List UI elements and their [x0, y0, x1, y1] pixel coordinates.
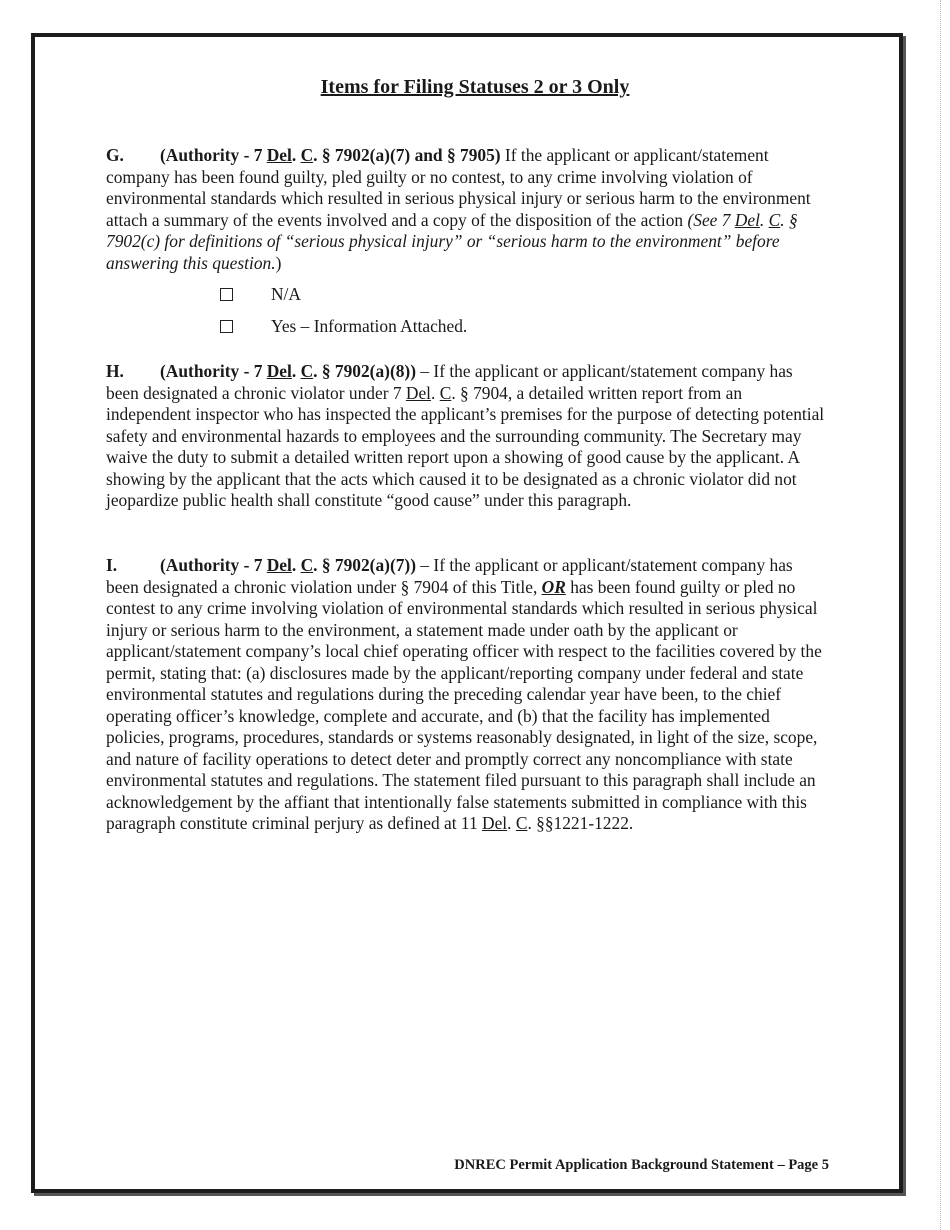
checkbox-yes[interactable]: [220, 320, 233, 333]
page-footer: DNREC Permit Application Background Statement – Page 5: [454, 1157, 829, 1173]
option-yes-label: Yes – Information Attached.: [271, 316, 468, 336]
section-g-note: (See 7 Del. C. § 7902(c) for definitions of “serious physical injury” or “serious harm to the environment” before answering this question.): [106, 209, 798, 273]
option-na[interactable]: [220, 284, 301, 305]
section-g-authority: (Authority - 7 Del. C. § 7902(a)(7) and § 7905): [160, 145, 501, 165]
page-title: Items for Filing Statuses 2 or 3 Only: [320, 76, 630, 98]
or-emphasis: OR: [541, 576, 566, 597]
section-i: [106, 555, 828, 835]
section-h-body: – If the applicant or applicant/statement company has been designated a chronic violator under 7 Del. C. § 7904, a detailed written report from an independent inspector who has inspected the applicant’s premises for the purpose of detecting potential safety and environmental hazards to employees and the surrounding community. The Secretary may waive the duty to submit a detailed written report upon a showing of good cause by the applicant. A showing by the applicant that the acts which caused it to be designated as a chronic violator did not jeopardize public health shall constitute “good cause” under this paragraph.: [106, 361, 825, 510]
section-g: [106, 145, 828, 274]
section-h-letter: H.: [106, 361, 124, 381]
section-i-letter: I.: [106, 555, 118, 575]
option-yes[interactable]: [220, 316, 467, 337]
option-na-label: N/A: [271, 284, 301, 304]
section-h: [106, 361, 828, 512]
section-g-body: If the applicant or applicant/statement company has been found guilty, pled guilty or no contest, to any crime involving violation of environmental standards which resulted in serious physical injury or serious harm to the environment attach a summary of the events involved and a copy of the disposition of the action: [106, 145, 811, 230]
scan-edge-line: [940, 0, 942, 1230]
section-g-letter: G.: [106, 145, 124, 165]
checkbox-na[interactable]: [220, 288, 233, 301]
section-h-authority: (Authority - 7 Del. C. § 7902(a)(8)): [160, 361, 417, 381]
section-i-body: – If the applicant or applicant/statement company has been designated a chronic violation under § 7904 of this Title, OR has been found guilty or pled no contest to any crime involving violation of environmental standards which resulted in serious physical injury or serious harm to the environment, a statement made under oath by the applicant or applicant/statement company’s local chief operating officer with respect to the facilities covered by the permit, stating that: (a) disclosures made by the applicant/reporting company under federal and state environmental statutes and regulations during the preceding calendar year have been, to the chief operating officer’s knowledge, complete and accurate, and (b) that the facility has implemented policies, programs, procedures, standards or systems reasonably designated, in light of the size, scope, and nature of facility operations to detect deter and promptly correct any noncompliance with state environmental statutes and regulations. The statement filed pursuant to this paragraph shall include an acknowledgement by the affiant that intentionally false statements submitted in compliance with this paragraph constitute criminal perjury as defined at 11 Del. C. §§1221-1222.: [106, 555, 822, 833]
section-i-authority: (Authority - 7 Del. C. § 7902(a)(7)): [160, 555, 417, 575]
